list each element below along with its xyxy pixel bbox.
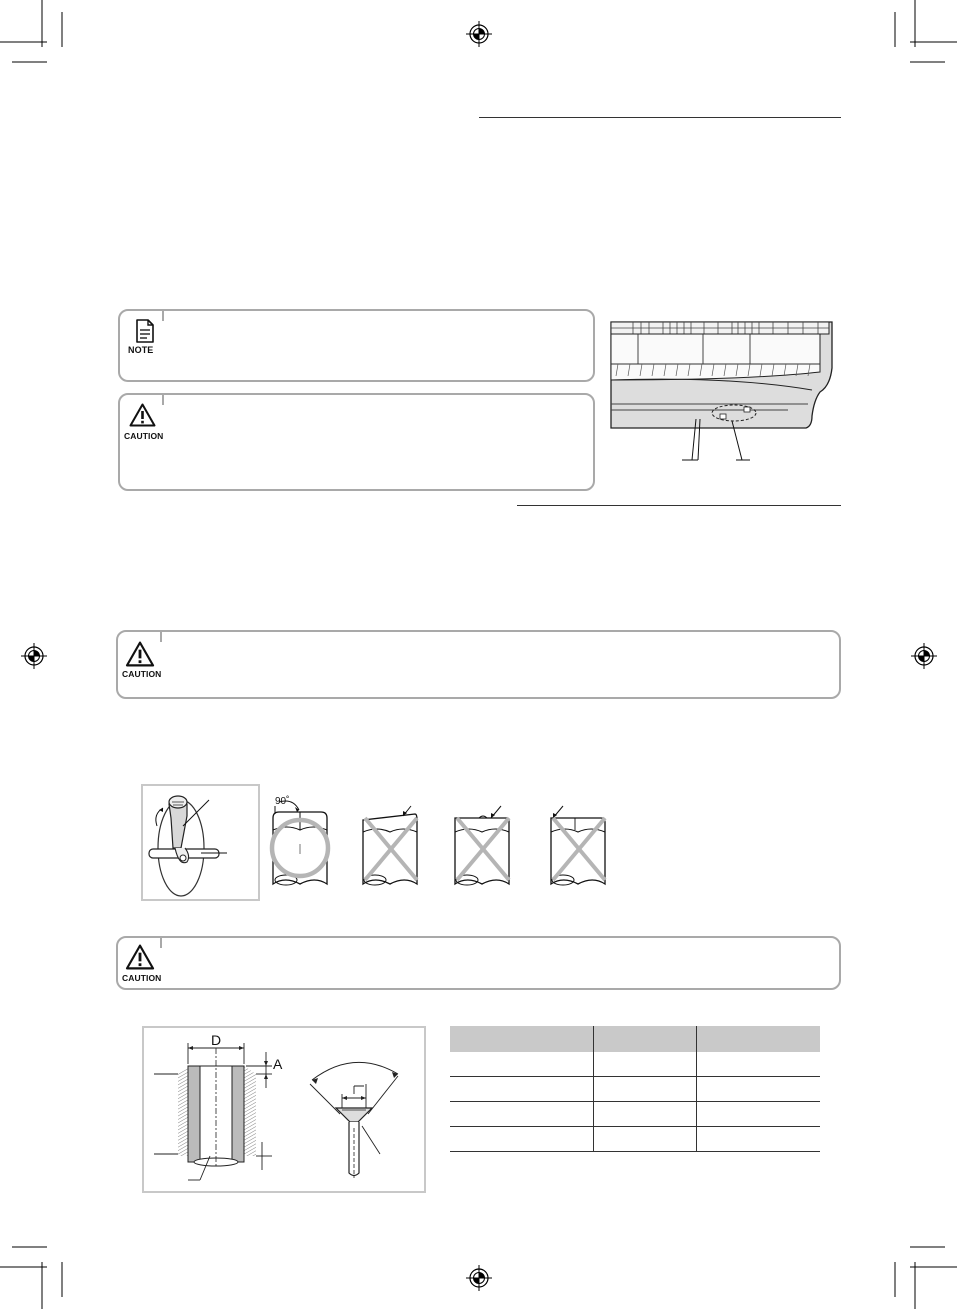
registration-mark-icon	[21, 643, 47, 669]
table-cell	[594, 1127, 697, 1152]
caution-icon	[129, 403, 156, 427]
table-cell	[450, 1127, 594, 1152]
flare-depth-label: A	[273, 1056, 283, 1072]
table-cell	[697, 1127, 821, 1152]
indoor-unit-figure	[608, 318, 838, 468]
table-header-cell	[697, 1026, 821, 1052]
caution-icon	[125, 641, 155, 667]
table-row	[450, 1052, 820, 1077]
pipe-cut-comparison	[265, 790, 620, 890]
pipe-cutter-figure	[141, 784, 260, 901]
note-box	[118, 309, 595, 382]
table-header-cell	[450, 1026, 594, 1052]
caution-box	[118, 393, 595, 491]
caution-box	[116, 936, 841, 990]
table-cell	[594, 1102, 697, 1127]
pipe-wrong-burr	[455, 806, 509, 885]
caution-box-tab	[162, 393, 164, 405]
flare-diameter-label: D	[211, 1032, 222, 1048]
note-icon	[135, 319, 155, 343]
table-cell	[450, 1102, 594, 1127]
table-header-cell	[594, 1026, 697, 1052]
registration-mark-icon	[911, 643, 937, 669]
caution-box-tab	[160, 936, 162, 948]
section-rule	[479, 117, 841, 118]
pipe-cutter-drawing	[143, 786, 258, 899]
registration-mark-icon	[466, 1265, 492, 1291]
table-header-row	[450, 1026, 820, 1052]
caution-box	[116, 630, 841, 699]
table-cell	[697, 1102, 821, 1127]
note-label: NOTE	[128, 345, 154, 355]
registration-mark-icon	[466, 21, 492, 47]
flare-dimension-figure	[142, 1026, 426, 1193]
table-cell	[697, 1052, 821, 1077]
table-cell	[450, 1077, 594, 1102]
cut-angle-label: 90˚	[275, 796, 290, 807]
caution-icon	[125, 944, 155, 970]
caution-label: CAUTION	[124, 431, 164, 441]
table-row	[450, 1127, 820, 1152]
pipe-correct	[272, 795, 328, 885]
flare-dimension-table	[450, 1026, 820, 1152]
table-cell	[594, 1077, 697, 1102]
section-rule	[517, 505, 841, 506]
caution-label: CAUTION	[122, 669, 162, 679]
note-box-tab	[162, 309, 164, 321]
table-row	[450, 1077, 820, 1102]
pipe-wrong-slanted	[363, 806, 417, 885]
table-cell	[697, 1077, 821, 1102]
pipe-wrong-edge	[551, 806, 605, 885]
table-row	[450, 1102, 820, 1127]
caution-label: CAUTION	[122, 973, 162, 983]
caution-box-tab	[160, 630, 162, 642]
flare-dimension-drawing	[144, 1028, 424, 1191]
table-cell	[450, 1052, 594, 1077]
table-cell	[594, 1052, 697, 1077]
